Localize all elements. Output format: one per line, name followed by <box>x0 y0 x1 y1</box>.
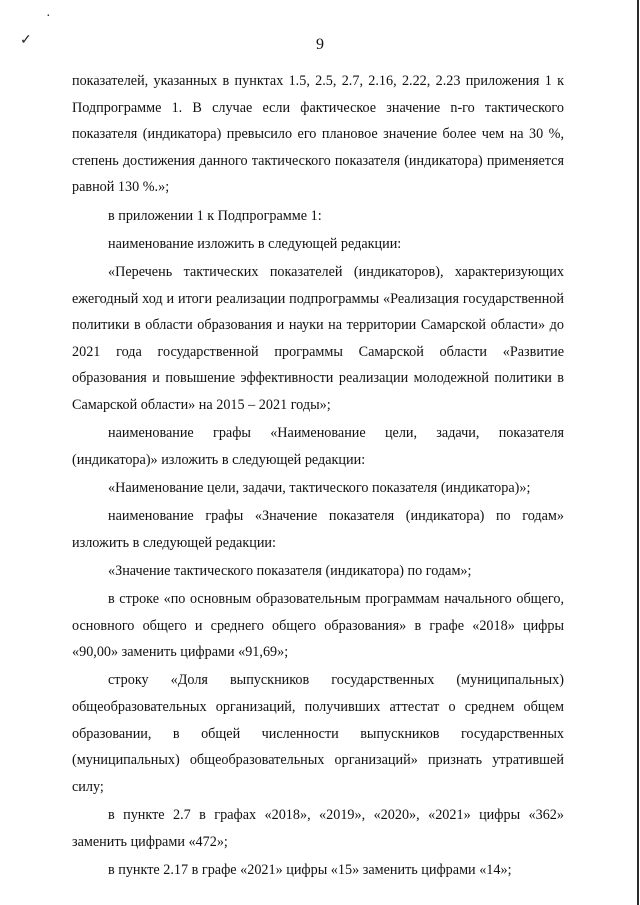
page-number: 9 <box>316 36 324 53</box>
paragraph: наименование графы «Наименование цели, задачи, показателя (индикатора)» изложить в следующей редакции: <box>72 425 564 468</box>
paragraph: наименование графы «Значение показателя (индикатора) по годам» изложить в следующей редакции: <box>72 508 564 551</box>
page-edge-line <box>637 0 639 905</box>
paragraph: «Перечень тактических показателей (индикаторов), характеризующих ежегодный ход и итоги реализации подпрограммы «Реализация государственной политики в области образования и науки на территории Самарской области» до 2021 года государственной программы Самарской области «Развитие образования и повышение эффективности реализации молодежной политики в Самарской области» на 2015 – 2021 годы»; <box>72 263 564 413</box>
paragraph: «Значение тактического показателя (индикатора) по годам»; <box>108 562 472 579</box>
paragraph: «Наименование цели, задачи, тактического показателя (индикатора)»; <box>108 479 531 496</box>
paragraph: показателей, указанных в пунктах 1.5, 2.5, 2.7, 2.16, 2.22, 2.23 приложения 1 к Подпрограмме 1. В случае если фактическое значение n-го тактического показателя (индикатора) превысило его плановое значение более чем на 30 %, степень достижения данного тактического показателя (индикатора) применяется равной 130 %.»; <box>72 73 564 196</box>
paragraph: строку «Доля выпускников государственных (муниципальных) общеобразовательных организаций, получивших аттестат о среднем общем образовании, в общей численности выпускников государственных (муниципальных) общеобразовательных организаций» признать утратившей силу; <box>72 672 564 795</box>
scan-dot-mark: · <box>46 9 51 24</box>
paragraph: в приложении 1 к Подпрограмме 1: <box>108 207 322 224</box>
paragraph: в пункте 2.7 в графах «2018», «2019», «2020», «2021» цифры «362» заменить цифрами «472»; <box>72 806 564 850</box>
paragraph: в строке «по основным образовательным программам начального общего, основного общего и среднего общего образования» в графе «2018» цифры «90,00» заменить цифрами «91,69»; <box>72 591 564 661</box>
scan-tick-mark: ✓ <box>20 33 32 48</box>
document-body <box>72 68 564 885</box>
paragraph: наименование изложить в следующей редакции: <box>108 235 402 252</box>
paragraph: в пункте 2.17 в графе «2021» цифры «15» заменить цифрами «14»; <box>108 861 512 878</box>
